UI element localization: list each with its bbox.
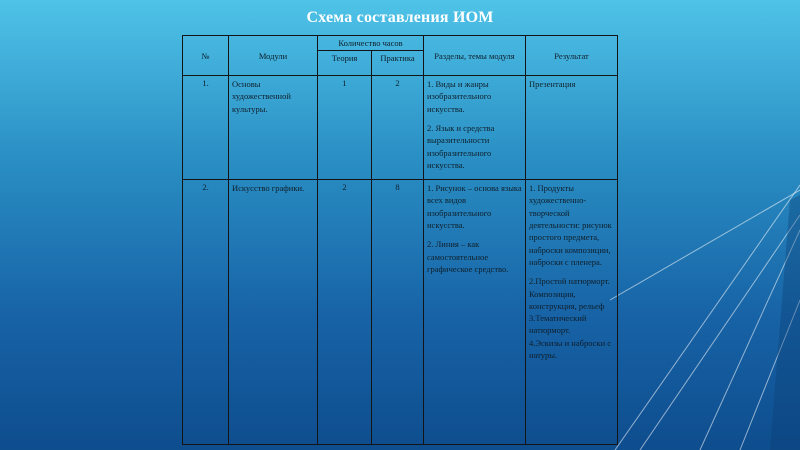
result-1: 1. Продукты художественно-творческой деятельности: рисунок простого предмета, наброски композиции, наброски с пленера. — [529, 183, 612, 267]
topic-1: 1. Рисунок – основа языка всех видов изобразительного искусства. — [427, 183, 522, 230]
table-row — [183, 180, 618, 445]
iom-table — [182, 35, 618, 445]
row-module: Искусство графики. — [229, 180, 318, 445]
row-topics — [424, 180, 526, 445]
result-2: 2.Простой натюрморт. Композиция, конструкция, рельеф — [529, 276, 610, 311]
header-modules: Модули — [229, 36, 318, 76]
header-sections: Разделы, темы модуля — [424, 36, 526, 76]
row-practice: 2 — [372, 76, 424, 180]
row-result — [526, 76, 618, 180]
topic-2: 2. Язык и средства выразительности изобразительного искусства. — [427, 122, 495, 170]
topic-2: 2. Линия – как самостоятельное графическое средство. — [427, 239, 509, 274]
header-theory: Теория — [318, 51, 372, 76]
row-module: Основы художественной культуры. — [229, 76, 318, 180]
row-theory: 2 — [318, 180, 372, 445]
row-num: 2. — [183, 180, 229, 445]
row-practice: 8 — [372, 180, 424, 445]
row-topics — [424, 76, 526, 180]
table-row — [183, 76, 618, 180]
row-theory: 1 — [318, 76, 372, 180]
row-num: 1. — [183, 76, 229, 180]
result-3: 3.Тематический натюрморт. — [529, 313, 587, 336]
result-4: 4.Эскизы и наброски с натуры. — [529, 337, 612, 361]
slide-title: Схема составления ИОМ — [306, 9, 494, 26]
header-practice: Практика — [372, 51, 424, 76]
row-result — [526, 180, 618, 445]
result-1: Презентация — [529, 79, 576, 89]
header-num: № — [183, 36, 229, 76]
topic-1: 1. Виды и жанры изобразительного искусства. — [427, 79, 492, 114]
header-hours: Количество часов — [318, 36, 424, 51]
header-result: Результат — [526, 36, 618, 76]
